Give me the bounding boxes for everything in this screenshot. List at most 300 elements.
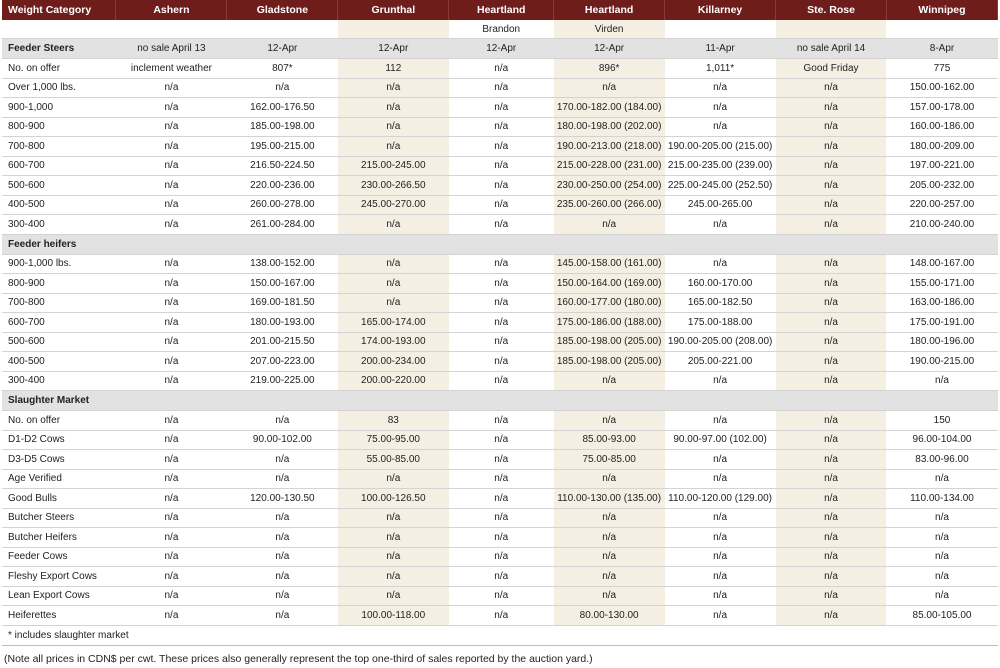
price-cell: 55.00-85.00 (338, 450, 449, 470)
price-cell: n/a (665, 508, 776, 528)
price-cell: 160.00-170.00 (665, 274, 776, 294)
price-cell: n/a (116, 606, 227, 626)
price-cell: n/a (665, 98, 776, 118)
subheader-cell (776, 20, 887, 39)
price-cell: n/a (665, 586, 776, 606)
price-cell: n/a (776, 274, 887, 294)
price-cell: n/a (776, 215, 887, 235)
price-cell: n/a (116, 352, 227, 372)
price-cell: n/a (116, 195, 227, 215)
section-value-cell (338, 391, 449, 411)
price-cell: n/a (665, 547, 776, 567)
price-cell: 220.00-236.00 (227, 176, 338, 196)
price-cell: 175.00-188.00 (665, 313, 776, 333)
price-cell: 245.00-265.00 (665, 195, 776, 215)
price-cell: n/a (227, 528, 338, 548)
price-cell: n/a (449, 489, 554, 509)
price-cell: 150.00-167.00 (227, 274, 338, 294)
price-cell: n/a (449, 293, 554, 313)
section-title: Slaughter Market (2, 391, 116, 411)
price-cell: n/a (554, 469, 665, 489)
price-cell: n/a (776, 430, 887, 450)
price-cell: n/a (338, 469, 449, 489)
row-label: 300-400 (2, 215, 116, 235)
price-cell: 207.00-223.00 (227, 352, 338, 372)
row-label: Fleshy Export Cows (2, 567, 116, 587)
price-cell: n/a (116, 293, 227, 313)
price-cell: n/a (449, 117, 554, 137)
price-cell: 80.00-130.00 (554, 606, 665, 626)
price-cell: n/a (116, 371, 227, 391)
price-cell: n/a (886, 586, 997, 606)
price-cell: n/a (116, 254, 227, 274)
price-cell: n/a (227, 78, 338, 98)
section-value-cell (449, 391, 554, 411)
price-cell: 775 (886, 59, 997, 79)
price-cell: 200.00-220.00 (338, 371, 449, 391)
price-cell: n/a (449, 313, 554, 333)
table-row (2, 450, 998, 470)
price-cell: n/a (227, 508, 338, 528)
price-cell: 100.00-126.50 (338, 489, 449, 509)
price-cell: n/a (116, 98, 227, 118)
table-row (2, 469, 998, 489)
price-cell: 205.00-221.00 (665, 352, 776, 372)
price-cell: n/a (116, 528, 227, 548)
price-cell: n/a (776, 117, 887, 137)
subheader-cell (116, 20, 227, 39)
row-label: 700-800 (2, 137, 116, 157)
section-value-cell (776, 391, 887, 411)
table-row (2, 254, 998, 274)
section-value-cell: 12-Apr (338, 39, 449, 59)
subheader-cell: Brandon (449, 20, 554, 39)
price-cell: n/a (449, 547, 554, 567)
row-label: Over 1,000 lbs. (2, 78, 116, 98)
price-cell: n/a (116, 176, 227, 196)
row-label: 800-900 (2, 274, 116, 294)
price-cell: n/a (449, 78, 554, 98)
price-cell: 190.00-205.00 (215.00) (665, 137, 776, 157)
row-label: 500-600 (2, 176, 116, 196)
price-cell: n/a (449, 430, 554, 450)
price-cell: n/a (338, 528, 449, 548)
price-cell: n/a (776, 586, 887, 606)
price-cell: 150.00-164.00 (169.00) (554, 274, 665, 294)
price-cell: 261.00-284.00 (227, 215, 338, 235)
row-label: D3-D5 Cows (2, 450, 116, 470)
table-row (2, 176, 998, 196)
price-cell: n/a (116, 489, 227, 509)
price-cell: n/a (776, 176, 887, 196)
price-cell: 195.00-215.00 (227, 137, 338, 157)
table-row (2, 137, 998, 157)
table-row (2, 195, 998, 215)
table-row (2, 371, 998, 391)
section-row (2, 234, 998, 254)
section-value-cell (776, 234, 887, 254)
price-cell: n/a (449, 254, 554, 274)
price-cell: 219.00-225.00 (227, 371, 338, 391)
price-cell: 175.00-191.00 (886, 313, 997, 333)
price-cell: 160.00-186.00 (886, 117, 997, 137)
subheader-cell (2, 20, 116, 39)
section-value-cell (886, 234, 997, 254)
price-cell: 185.00-198.00 (205.00) (554, 352, 665, 372)
row-label: Lean Export Cows (2, 586, 116, 606)
price-cell: n/a (227, 586, 338, 606)
section-value-cell (227, 391, 338, 411)
price-cell: 220.00-257.00 (886, 195, 997, 215)
price-cell: n/a (116, 274, 227, 294)
table-row (2, 528, 998, 548)
price-cell: n/a (116, 430, 227, 450)
table-row (2, 59, 998, 79)
table-row (2, 78, 998, 98)
row-label: 300-400 (2, 371, 116, 391)
section-row (2, 39, 998, 59)
price-cell: n/a (554, 508, 665, 528)
price-cell: n/a (227, 606, 338, 626)
price-cell: 162.00-176.50 (227, 98, 338, 118)
price-cell: n/a (665, 371, 776, 391)
price-cell: n/a (227, 469, 338, 489)
price-cell: n/a (776, 528, 887, 548)
section-value-cell (665, 391, 776, 411)
price-note: (Note all prices in CDN$ per cwt. These prices also generally represent the top one-third of sales reported by the auction yard.) (2, 645, 998, 665)
table-row (2, 293, 998, 313)
section-value-cell: no sale April 13 (116, 39, 227, 59)
price-cell: 83 (338, 411, 449, 431)
section-value-cell: 12-Apr (449, 39, 554, 59)
price-cell: n/a (116, 547, 227, 567)
header-grunthal: Grunthal (338, 0, 449, 20)
price-cell: n/a (449, 156, 554, 176)
price-cell: n/a (338, 254, 449, 274)
price-cell: n/a (116, 469, 227, 489)
price-cell: 110.00-120.00 (129.00) (665, 489, 776, 509)
price-cell: n/a (554, 586, 665, 606)
row-label: 400-500 (2, 352, 116, 372)
row-label: Age Verified (2, 469, 116, 489)
price-cell: n/a (449, 528, 554, 548)
section-value-cell (554, 391, 665, 411)
price-cell: 185.00-198.00 (227, 117, 338, 137)
price-cell: n/a (449, 215, 554, 235)
price-cell: 75.00-95.00 (338, 430, 449, 450)
price-cell: n/a (449, 371, 554, 391)
section-value-cell (449, 234, 554, 254)
price-cell: 148.00-167.00 (886, 254, 997, 274)
price-cell: 245.00-270.00 (338, 195, 449, 215)
price-cell: n/a (776, 450, 887, 470)
row-label: Butcher Steers (2, 508, 116, 528)
row-label: 500-600 (2, 332, 116, 352)
price-cell: n/a (449, 567, 554, 587)
price-cell: n/a (338, 567, 449, 587)
price-cell: 83.00-96.00 (886, 450, 997, 470)
price-cell: n/a (776, 567, 887, 587)
price-cell: n/a (665, 528, 776, 548)
price-cell: 165.00-182.50 (665, 293, 776, 313)
price-cell: 215.00-235.00 (239.00) (665, 156, 776, 176)
price-cell: 190.00-213.00 (218.00) (554, 137, 665, 157)
table-row (2, 215, 998, 235)
price-cell: n/a (776, 469, 887, 489)
table-row (2, 586, 998, 606)
price-cell: 180.00-193.00 (227, 313, 338, 333)
price-cell: n/a (554, 215, 665, 235)
price-cell: n/a (776, 332, 887, 352)
section-value-cell: 8-Apr (886, 39, 997, 59)
price-cell: n/a (227, 450, 338, 470)
price-cell: n/a (338, 293, 449, 313)
section-title: Feeder Steers (2, 39, 116, 59)
price-cell: n/a (449, 98, 554, 118)
price-cell: 174.00-193.00 (338, 332, 449, 352)
price-cell: n/a (449, 352, 554, 372)
price-cell: 190.00-215.00 (886, 352, 997, 372)
price-cell: n/a (449, 411, 554, 431)
price-cell: 165.00-174.00 (338, 313, 449, 333)
price-cell: n/a (227, 547, 338, 567)
price-cell: 190.00-205.00 (208.00) (665, 332, 776, 352)
price-cell: n/a (776, 508, 887, 528)
subheader-cell (886, 20, 997, 39)
price-cell: n/a (116, 567, 227, 587)
price-cell: n/a (338, 547, 449, 567)
price-cell: 85.00-105.00 (886, 606, 997, 626)
price-cell: n/a (116, 117, 227, 137)
price-cell: n/a (776, 411, 887, 431)
price-cell: n/a (776, 313, 887, 333)
header-ste-rose: Ste. Rose (776, 0, 887, 20)
price-cell: 138.00-152.00 (227, 254, 338, 274)
price-cell: n/a (776, 293, 887, 313)
price-cell: n/a (886, 567, 997, 587)
price-cell: n/a (776, 78, 887, 98)
price-cell: n/a (886, 469, 997, 489)
section-value-cell (116, 234, 227, 254)
price-cell: 260.00-278.00 (227, 195, 338, 215)
price-cell: 235.00-260.00 (266.00) (554, 195, 665, 215)
price-cell: n/a (776, 352, 887, 372)
price-cell: n/a (886, 547, 997, 567)
price-cell: n/a (776, 156, 887, 176)
price-cell: n/a (116, 78, 227, 98)
price-cell: 110.00-134.00 (886, 489, 997, 509)
row-label: Butcher Heifers (2, 528, 116, 548)
price-cell: n/a (554, 411, 665, 431)
price-cell: 112 (338, 59, 449, 79)
table-body (2, 20, 998, 625)
price-cell: n/a (776, 98, 887, 118)
header-weight-category: Weight Category (2, 0, 116, 20)
subheader-cell (665, 20, 776, 39)
price-cell: 170.00-182.00 (184.00) (554, 98, 665, 118)
price-cell: n/a (665, 567, 776, 587)
price-cell: n/a (665, 450, 776, 470)
price-cell: 180.00-196.00 (886, 332, 997, 352)
price-cell: 230.00-250.00 (254.00) (554, 176, 665, 196)
section-value-cell (116, 391, 227, 411)
price-cell: inclement weather (116, 59, 227, 79)
row-label: 900-1,000 (2, 98, 116, 118)
price-cell: n/a (776, 195, 887, 215)
price-cell: n/a (338, 98, 449, 118)
price-cell: n/a (116, 313, 227, 333)
price-cell: 90.00-97.00 (102.00) (665, 430, 776, 450)
subheader-cell (338, 20, 449, 39)
price-cell: 163.00-186.00 (886, 293, 997, 313)
row-label: No. on offer (2, 59, 116, 79)
row-label: No. on offer (2, 411, 116, 431)
price-cell: n/a (338, 137, 449, 157)
price-cell: n/a (776, 606, 887, 626)
price-cell: n/a (554, 371, 665, 391)
price-cell: 175.00-186.00 (188.00) (554, 313, 665, 333)
header-gladstone: Gladstone (227, 0, 338, 20)
price-cell: n/a (338, 508, 449, 528)
section-value-cell: 11-Apr (665, 39, 776, 59)
section-value-cell (554, 234, 665, 254)
price-cell: n/a (665, 78, 776, 98)
header-killarney: Killarney (665, 0, 776, 20)
price-cell: n/a (776, 137, 887, 157)
price-cell: n/a (116, 411, 227, 431)
price-cell: 150 (886, 411, 997, 431)
price-cell: 201.00-215.50 (227, 332, 338, 352)
price-cell: n/a (449, 606, 554, 626)
price-cell: 185.00-198.00 (205.00) (554, 332, 665, 352)
section-value-cell: 12-Apr (554, 39, 665, 59)
price-cell: n/a (449, 59, 554, 79)
section-value-cell: 12-Apr (227, 39, 338, 59)
header-row (2, 0, 998, 20)
table-row (2, 489, 998, 509)
auction-price-table (2, 0, 998, 626)
price-cell: n/a (449, 450, 554, 470)
subheader-row (2, 20, 998, 39)
table-row (2, 98, 998, 118)
price-cell: n/a (776, 371, 887, 391)
table-row (2, 156, 998, 176)
price-cell: 75.00-85.00 (554, 450, 665, 470)
section-value-cell (227, 234, 338, 254)
price-cell: n/a (227, 411, 338, 431)
price-cell: n/a (449, 508, 554, 528)
price-cell: 160.00-177.00 (180.00) (554, 293, 665, 313)
table-row (2, 313, 998, 333)
price-cell: n/a (886, 508, 997, 528)
table-row (2, 411, 998, 431)
price-cell: 85.00-93.00 (554, 430, 665, 450)
price-cell: n/a (886, 528, 997, 548)
price-cell: n/a (116, 156, 227, 176)
price-cell: 215.00-245.00 (338, 156, 449, 176)
table-row (2, 352, 998, 372)
table-row (2, 274, 998, 294)
price-cell: n/a (554, 547, 665, 567)
price-cell: n/a (449, 137, 554, 157)
price-cell: n/a (554, 567, 665, 587)
price-cell: 225.00-245.00 (252.50) (665, 176, 776, 196)
price-cell: n/a (665, 411, 776, 431)
price-cell: 90.00-102.00 (227, 430, 338, 450)
header-winnipeg: Winnipeg (886, 0, 997, 20)
row-label: 800-900 (2, 117, 116, 137)
price-cell: n/a (116, 508, 227, 528)
price-cell: n/a (776, 547, 887, 567)
price-cell: n/a (449, 586, 554, 606)
section-value-cell (886, 391, 997, 411)
price-cell: n/a (665, 117, 776, 137)
row-label: Good Bulls (2, 489, 116, 509)
table-row (2, 117, 998, 137)
header-heartland-virden: Heartland (554, 0, 665, 20)
subheader-cell: Virden (554, 20, 665, 39)
price-cell: n/a (776, 254, 887, 274)
price-cell: 807* (227, 59, 338, 79)
price-cell: n/a (116, 215, 227, 235)
table-row (2, 547, 998, 567)
price-cell: 100.00-118.00 (338, 606, 449, 626)
table-row (2, 430, 998, 450)
price-cell: 197.00-221.00 (886, 156, 997, 176)
price-cell: 230.00-266.50 (338, 176, 449, 196)
price-cell: 180.00-209.00 (886, 137, 997, 157)
price-cell: 205.00-232.00 (886, 176, 997, 196)
price-cell: 210.00-240.00 (886, 215, 997, 235)
row-label: Feeder Cows (2, 547, 116, 567)
price-cell: n/a (116, 586, 227, 606)
price-cell: 180.00-198.00 (202.00) (554, 117, 665, 137)
price-cell: 155.00-171.00 (886, 274, 997, 294)
price-cell: n/a (338, 215, 449, 235)
price-cell: n/a (338, 586, 449, 606)
section-value-cell: no sale April 14 (776, 39, 887, 59)
price-cell: n/a (338, 117, 449, 137)
price-cell: 896* (554, 59, 665, 79)
row-label: Heiferettes (2, 606, 116, 626)
price-cell: n/a (116, 450, 227, 470)
price-cell: Good Friday (776, 59, 887, 79)
footnote: * includes slaughter market (8, 629, 129, 641)
price-cell: n/a (554, 528, 665, 548)
row-label: 900-1,000 lbs. (2, 254, 116, 274)
price-cell: n/a (338, 274, 449, 294)
section-row (2, 391, 998, 411)
price-cell: n/a (554, 78, 665, 98)
price-cell: 145.00-158.00 (161.00) (554, 254, 665, 274)
price-cell: n/a (665, 254, 776, 274)
price-cell: n/a (116, 332, 227, 352)
price-cell: 120.00-130.50 (227, 489, 338, 509)
section-value-cell (338, 234, 449, 254)
table-row (2, 567, 998, 587)
price-cell: n/a (776, 489, 887, 509)
price-cell: n/a (449, 274, 554, 294)
price-cell: 150.00-162.00 (886, 78, 997, 98)
price-cell: 157.00-178.00 (886, 98, 997, 118)
header-heartland-brandon: Heartland (449, 0, 554, 20)
price-cell: n/a (449, 195, 554, 215)
price-cell: 216.50-224.50 (227, 156, 338, 176)
subheader-cell (227, 20, 338, 39)
row-label: 400-500 (2, 195, 116, 215)
table-row (2, 508, 998, 528)
price-cell: n/a (449, 332, 554, 352)
